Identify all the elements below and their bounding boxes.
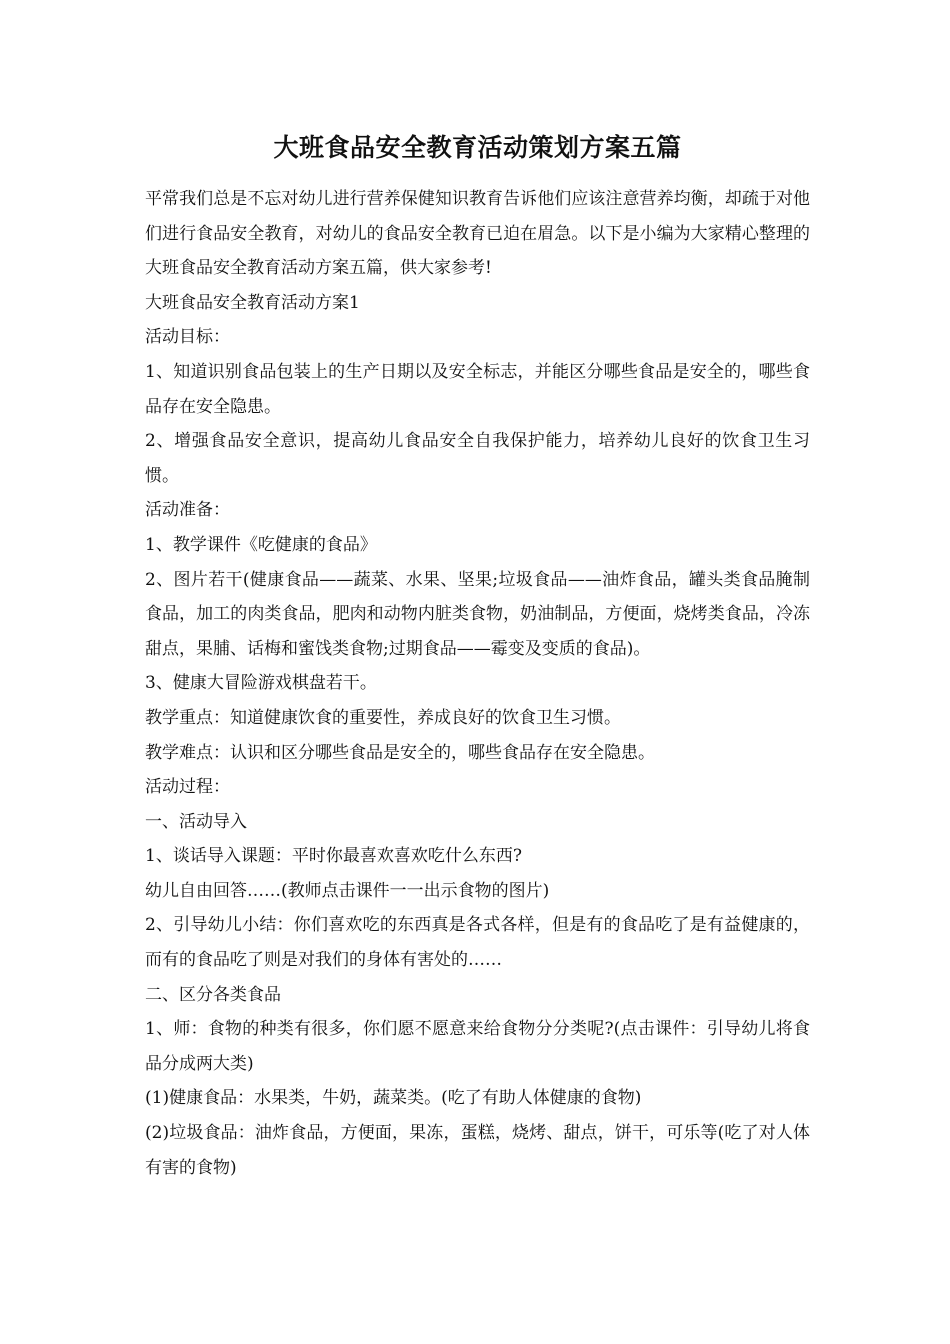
preparation-item: 2、图片若干(健康食品——蔬菜、水果、坚果;垃圾食品——油炸食品，罐头类食品腌制食品，加工的肉类食品，肥肉和动物内脏类食物，奶油制品，方便面，烧烤类食品，冷冻甜点，果脯、话梅和蜜饯类食物;过期食品——霉变及变质的食品)。 — [145, 569, 810, 659]
subheading-process: 活动过程： — [145, 777, 230, 798]
preparation-item: 3、健康大冒险游戏棋盘若干。 — [145, 673, 377, 694]
document-body — [145, 182, 810, 1185]
intro-paragraph: 平常我们总是不忘对幼儿进行营养保健知识教育告诉他们应该注意营养均衡，却疏于对他们进行食品安全教育，对幼儿的食品安全教育已迫在眉急。以下是小编为大家精心整理的大班食品安全教育活动方案五篇，供大家参考! — [145, 189, 810, 279]
process-item: 1、师：食物的种类有很多，你们愿不愿意来给食物分分类呢?(点击课件：引导幼儿将食品分成两大类) — [145, 1019, 810, 1074]
goal-item: 2、增强食品安全意识，提高幼儿食品安全自我保护能力，培养幼儿良好的饮食卫生习惯。 — [145, 431, 810, 486]
document-title: 大班食品安全教育活动策划方案五篇 — [273, 133, 682, 162]
section-heading: 大班食品安全教育活动方案1 — [145, 292, 360, 313]
subheading-goals: 活动目标： — [145, 327, 230, 348]
process-step-heading: 一、活动导入 — [145, 811, 247, 832]
process-item: 2、引导幼儿小结：你们喜欢吃的东西真是各式各样，但是有的食品吃了是有益健康的，而有的食品吃了则是对我们的身体有害处的…… — [145, 915, 810, 971]
process-step-heading: 二、区分各类食品 — [145, 984, 281, 1005]
teaching-difficulty: 教学难点：认识和区分哪些食品是安全的，哪些食品存在安全隐患。 — [145, 742, 655, 763]
process-item: 1、谈话导入课题：平时你最喜欢喜欢吃什么东西? — [145, 846, 522, 867]
process-item: (2)垃圾食品：油炸食品，方便面，果冻，蛋糕，烧烤、甜点，饼干，可乐等(吃了对人体有害的食物) — [145, 1123, 810, 1178]
teaching-key-point: 教学重点：知道健康饮食的重要性，养成良好的饮食卫生习惯。 — [145, 707, 621, 728]
subheading-preparation: 活动准备： — [145, 500, 230, 521]
process-item: (1)健康食品：水果类，牛奶，蔬菜类。(吃了有助人体健康的食物) — [145, 1088, 642, 1109]
preparation-item: 1、教学课件《吃健康的食品》 — [145, 534, 377, 555]
goal-item: 1、知道识别食品包装上的生产日期以及安全标志，并能区分哪些食品是安全的，哪些食品存在安全隐患。 — [145, 361, 810, 417]
process-item: 幼儿自由回答……(教师点击课件一一出示食物的图片) — [145, 880, 550, 901]
